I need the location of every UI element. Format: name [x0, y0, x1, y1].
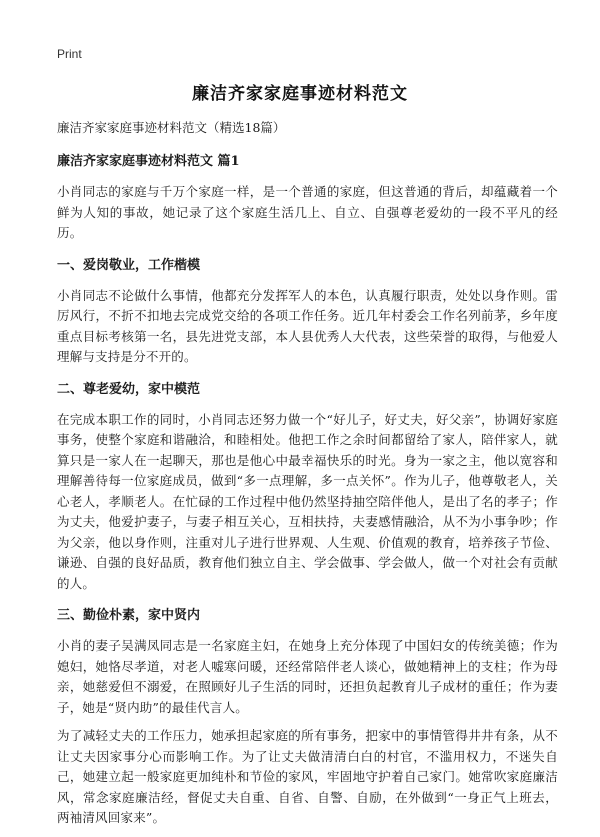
section-2-paragraph-1: 在完成本职工作的同时，小肖同志还努力做一个“好儿子，好丈夫，好父亲”，协调好家庭事务，使整个家庭和谐融洽，和睦相处。他把工作之余时间都留给了家人，陪伴家人，就算只是一家人在一起聊天，那也是他心中最幸福快乐的时光。身为一家之主，他以宽容和理解善待每一位家庭成员，做到“多一点理解，多一点关怀”。作为儿子，他尊敬老人，关心老人，孝顺老人。在忙碌的工作过程中他仍然坚持抽空陪伴他人，是出了名的孝子；作为丈夫，他爱护妻子，与妻子相互关心，互相扶持，夫妻感情融洽，从不为小事争吵；作为父亲，他以身作则，注重对儿子进行世界观、人生观、价值观的教育，培养孩子节俭、谦逊、自强的良好品质，教育他们独立自主、学会做事、学会做人，做一个对社会有贡献的人。	[57, 411, 558, 591]
section-3-paragraph-1: 小肖的妻子吴满凤同志是一名家庭主妇，在她身上充分体现了中国妇女的传统美德；作为媳妇，她恪尽孝道，对老人嘘寒问暖，还经常陪伴老人谈心，做她精神上的支柱；作为母亲，她慈爱但不溺爱，在照顾好儿子生活的同时，还担负起教育儿子成材的重任；作为妻子，她是“贤内助”的最佳代言人。	[57, 638, 558, 715]
document-subtitle: 廉洁齐家家庭事迹材料范文（精选18篇）	[57, 120, 286, 135]
print-label[interactable]: Print	[57, 47, 82, 61]
section-heading-1: 一、爱岗敬业，工作楷模	[57, 257, 201, 273]
intro-paragraph: 小肖同志的家庭与千万个家庭一样，是一个普通的家庭，但这普通的背后，却蕴藏着一个鲜为人知的事故，她记录了这个家庭生活几上、自立、自强尊老爱幼的一段不平凡的经历。	[57, 184, 558, 240]
section-heading-3: 三、勤俭朴素，家中贤内	[57, 608, 201, 623]
document-body	[57, 118, 558, 837]
section-heading-2: 二、尊老爱幼，家中模范	[57, 381, 201, 397]
section-3-paragraph-2: 为了减轻丈夫的工作压力，她承担起家庭的所有事务，把家中的事情管得井井有条，从不让丈夫因家事分心而影响工作。为了让丈夫做清清白白的村官，不滥用权力，不迷失自己，她建立起一般家庭更加纯朴和节俭的家风，牢固地守护着自己家门。她常吹家庭廉洁风，常念家庭廉洁经，督促丈夫自重、自省、自警、自励，在外做到“一身正气上班去，两袖清风回家来”。	[57, 728, 558, 825]
document-title: 廉洁齐家家庭事迹材料范文	[192, 84, 408, 104]
article-heading: 廉洁齐家家庭事迹材料范文 篇1	[57, 154, 240, 169]
section-1-paragraph-1: 小肖同志不论做什么事情，他都充分发挥军人的本色，认真履行职责，处处以身作则。雷厉风行，不折不扣地去完成党交给的各项工作任务。近几年村委会工作名列前茅，乡年度重点目标考核第一名，县先进党支部，本人县优秀人大代表，这些荣誉的取得，与他爱人理解与支持是分不开的。	[57, 287, 558, 364]
